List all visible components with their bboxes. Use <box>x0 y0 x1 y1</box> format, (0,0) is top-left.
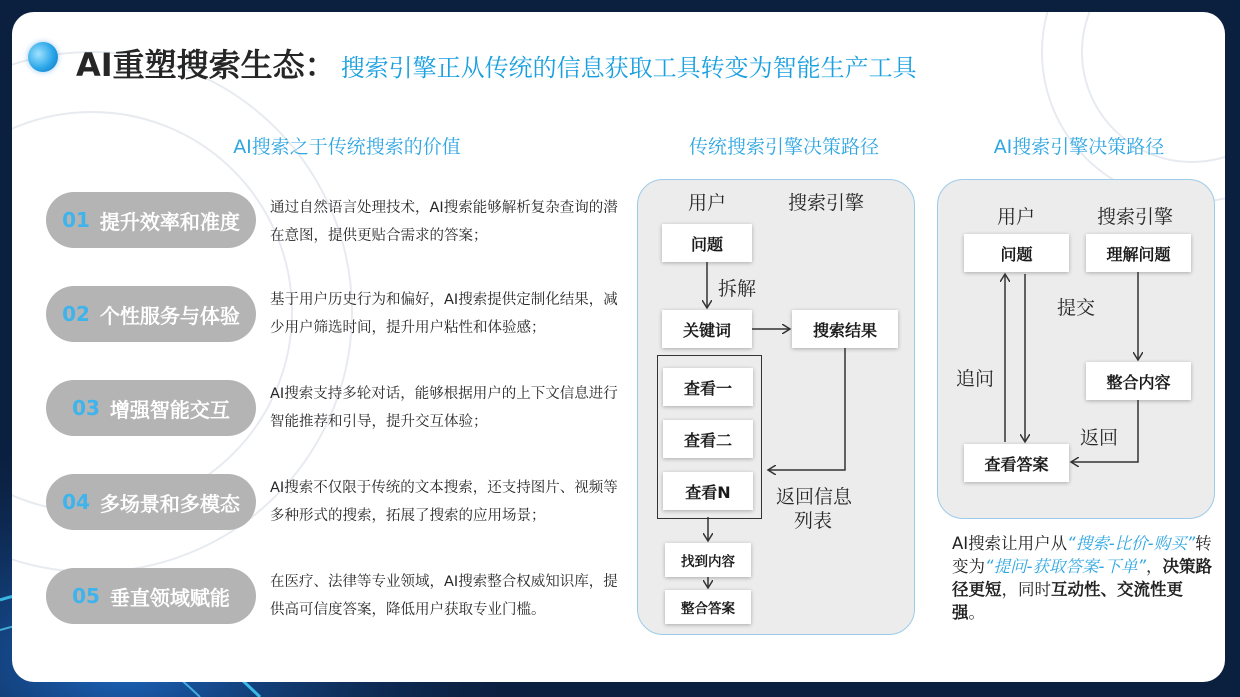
ai-user-label: 用户 <box>997 206 1036 228</box>
value-pill-03 <box>46 380 256 436</box>
note-quote-2: “提问-获取答案-下单” <box>985 557 1147 576</box>
value-section-heading: AI搜索之于传统搜索的价值 <box>233 136 461 158</box>
ai-understand-box: 理解问题 <box>1086 234 1191 272</box>
value-pill-02 <box>46 286 256 342</box>
traditional-path-heading: 传统搜索引擎决策路径 <box>688 136 879 158</box>
value-desc-05: 在医疗、法律等专业领域，AI搜索整合权威知识库，提供高可信度答案，降低用户获取专业门槛。 <box>270 574 618 618</box>
ai-path-heading: AI搜索引擎决策路径 <box>993 136 1165 158</box>
trad-viewN-box: 查看N <box>663 472 753 510</box>
value-number: 05 <box>72 584 100 608</box>
value-label: 垂直领域赋能 <box>109 585 230 610</box>
value-pill-05 <box>46 568 256 624</box>
value-pill-01 <box>46 192 256 248</box>
ai-integrate-box: 整合内容 <box>1086 362 1191 400</box>
value-desc-03: AI搜索支持多轮对话，能够根据用户的上下文信息进行智能推荐和引导，提升交互体验； <box>270 386 618 430</box>
ai-view-answer-box: 查看答案 <box>964 444 1069 482</box>
title-main: AI重塑搜索生态： <box>76 46 337 84</box>
trad-engine-label: 搜索引擎 <box>788 192 865 214</box>
value-label: 提升效率和准度 <box>99 209 240 234</box>
ai-ask-more-label: 追问 <box>956 368 995 390</box>
ai-question-box: 问题 <box>964 234 1069 272</box>
note-bold-1: 决策路径更短 <box>952 557 1213 599</box>
note-text-2: 转变为 <box>952 534 1212 576</box>
page-title <box>76 40 917 84</box>
value-desc-02: 基于用户历史行为和偏好，AI搜索提供定制化结果，减少用户筛选时间，提升用户粘性和体验感； <box>270 292 618 336</box>
trad-keyword-box: 关键词 <box>662 310 752 348</box>
trad-view2-box: 查看二 <box>663 420 753 458</box>
note-bold-2: 互动性、交流性更强 <box>952 580 1183 622</box>
trad-find-box: 找到内容 <box>665 543 751 577</box>
title-subtitle: 搜索引擎正从传统的信息获取工具转变为智能生产工具 <box>340 54 917 82</box>
value-desc-01: 通过自然语言处理技术，AI搜索能够解析复杂查询的潜在意图，提供更贴合需求的答案； <box>270 200 618 244</box>
note-text-5: 。 <box>968 603 985 622</box>
value-label: 个性服务与体验 <box>99 303 240 328</box>
ai-submit-label: 提交 <box>1057 297 1096 319</box>
trad-integrate-box: 整合答案 <box>665 590 751 624</box>
note-quote-1: “搜索-比价-购买” <box>1067 534 1196 553</box>
value-label: 多场景和多模态 <box>99 491 240 516</box>
value-number: 04 <box>62 490 90 514</box>
value-number: 03 <box>72 396 100 420</box>
ai-return-label: 返回 <box>1080 427 1119 449</box>
trad-results-box: 搜索结果 <box>792 310 898 348</box>
trad-question-box: 问题 <box>662 224 752 262</box>
trad-return-list-label-1: 返回信息 <box>776 486 853 508</box>
note-text-1: AI搜索让用户从 <box>952 534 1068 553</box>
trad-return-list-label-2: 列表 <box>794 510 833 532</box>
ai-summary-note <box>952 532 1214 624</box>
value-number: 02 <box>62 302 90 326</box>
title-bullet-orb <box>28 42 58 72</box>
ai-engine-label: 搜索引擎 <box>1097 206 1174 228</box>
value-pill-04 <box>46 474 256 530</box>
trad-split-label: 拆解 <box>718 278 757 300</box>
trad-user-label: 用户 <box>688 192 727 214</box>
value-number: 01 <box>62 208 90 232</box>
trad-view1-box: 查看一 <box>663 368 753 406</box>
slide <box>12 12 1225 682</box>
value-desc-04: AI搜索不仅限于传统的文本搜索，还支持图片、视频等多种形式的搜索，拓展了搜索的应用场景； <box>270 480 618 524</box>
value-label: 增强智能交互 <box>109 397 230 422</box>
note-text-3: ， <box>1146 557 1163 576</box>
note-text-4: ，同时 <box>1001 580 1051 599</box>
